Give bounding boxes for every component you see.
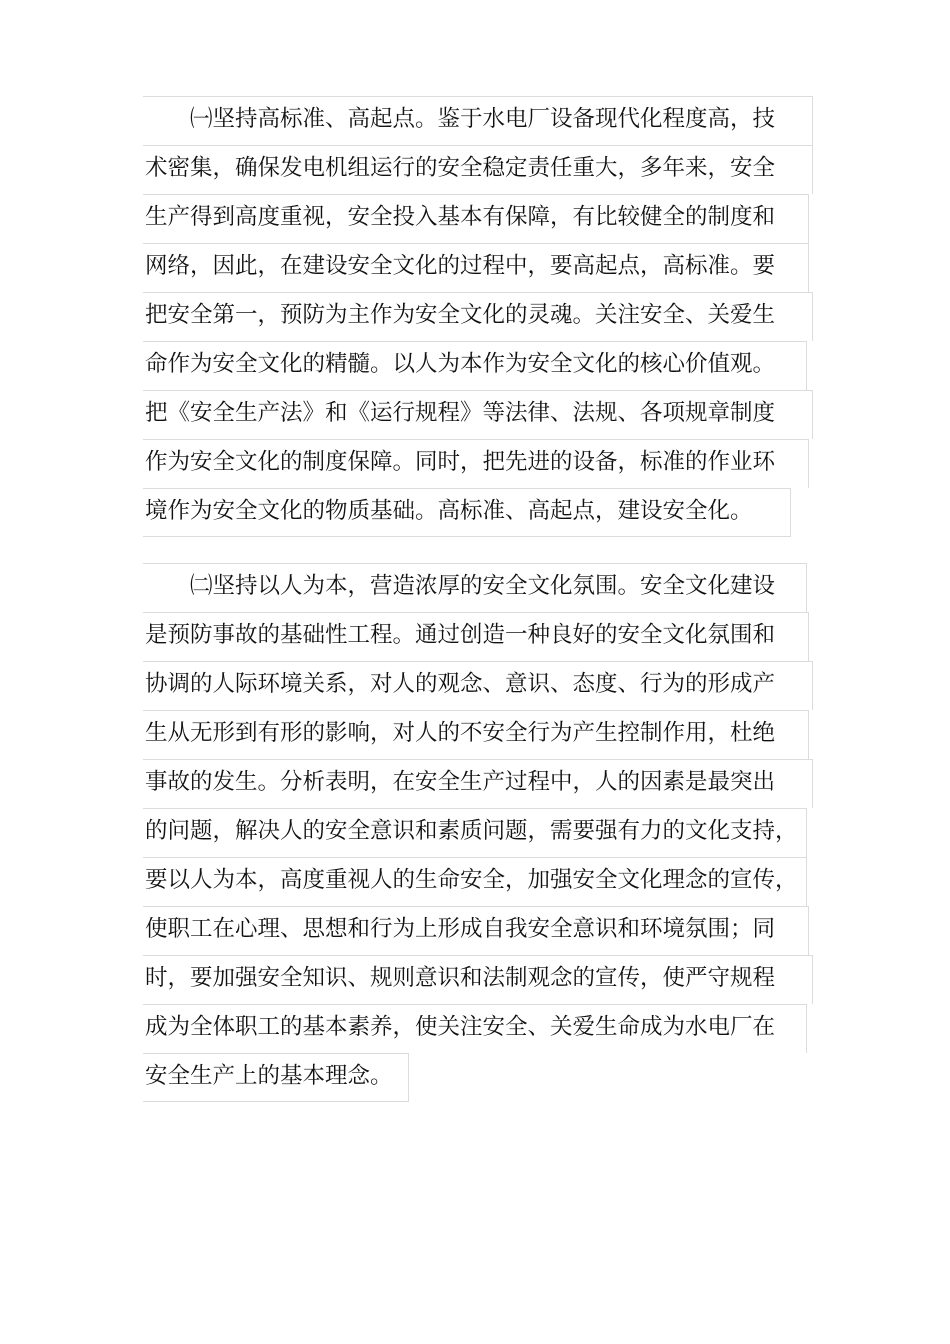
text-line [143, 857, 807, 906]
line-text: ㈠坚持高标准、高起点。鉴于水电厂设备现代化程度高，技 [190, 106, 776, 132]
line-text: 时，要加强安全知识、规则意识和法制观念的宣传，使严守规程 [145, 965, 776, 991]
text-line [143, 145, 813, 194]
line-text: 境作为安全文化的物质基础。高标准、高起点，建设安全化。 [145, 498, 753, 524]
text-line [143, 488, 791, 537]
line-text: 成为全体职工的基本素养，使关注安全、关爱生命成为水电厂在 [145, 1014, 776, 1040]
line-text: 的问题，解决人的安全意识和素质问题，需要强有力的文化支持， [145, 818, 798, 844]
line-text: 要以人为本，高度重视人的生命安全，加强安全文化理念的宣传， [145, 867, 798, 893]
text-line [143, 661, 813, 710]
line-text: ㈡坚持以人为本，营造浓厚的安全文化氛围。安全文化建设 [190, 573, 776, 599]
paragraph-1 [143, 96, 813, 537]
text-line [143, 96, 813, 145]
line-text: 术密集，确保发电机组运行的安全稳定责任重大，多年来，安全 [145, 155, 776, 181]
text-line [143, 341, 807, 390]
text-line [143, 292, 813, 341]
text-line [143, 808, 807, 857]
line-text: 事故的发生。分析表明，在安全生产过程中，人的因素是最突出 [145, 769, 776, 795]
line-text: 生产得到高度重视，安全投入基本有保障，有比较健全的制度和 [145, 204, 776, 230]
text-line [143, 710, 809, 759]
line-text: 使职工在心理、思想和行为上形成自我安全意识和环境氛围；同 [145, 916, 776, 942]
text-line [143, 1053, 409, 1102]
text-line [143, 906, 809, 955]
line-text: 作为安全文化的制度保障。同时，把先进的设备，标准的作业环 [145, 449, 776, 475]
line-text: 网络，因此，在建设安全文化的过程中，要高起点，高标准。要 [145, 253, 776, 279]
text-line [143, 563, 807, 612]
line-text: 是预防事故的基础性工程。通过创造一种良好的安全文化氛围和 [145, 622, 776, 648]
line-text: 生从无形到有形的影响，对人的不安全行为产生控制作用，杜绝 [145, 720, 776, 746]
line-text: 命作为安全文化的精髓。以人为本作为安全文化的核心价值观。 [145, 351, 776, 377]
text-line [143, 439, 809, 488]
line-text: 协调的人际环境关系，对人的观念、意识、态度、行为的形成产 [145, 671, 776, 697]
line-text: 安全生产上的基本理念。 [145, 1063, 393, 1089]
paragraph-2 [143, 563, 813, 1102]
text-line [143, 612, 809, 661]
text-line [143, 955, 813, 1004]
text-line [143, 759, 813, 808]
line-text: 把《安全生产法》和《运行规程》等法律、法规、各项规章制度 [145, 400, 776, 426]
line-text: 把安全第一，预防为主作为安全文化的灵魂。关注安全、关爱生 [145, 302, 776, 328]
text-line [143, 390, 813, 439]
text-line [143, 243, 809, 292]
text-line [143, 194, 809, 243]
text-line [143, 1004, 807, 1053]
